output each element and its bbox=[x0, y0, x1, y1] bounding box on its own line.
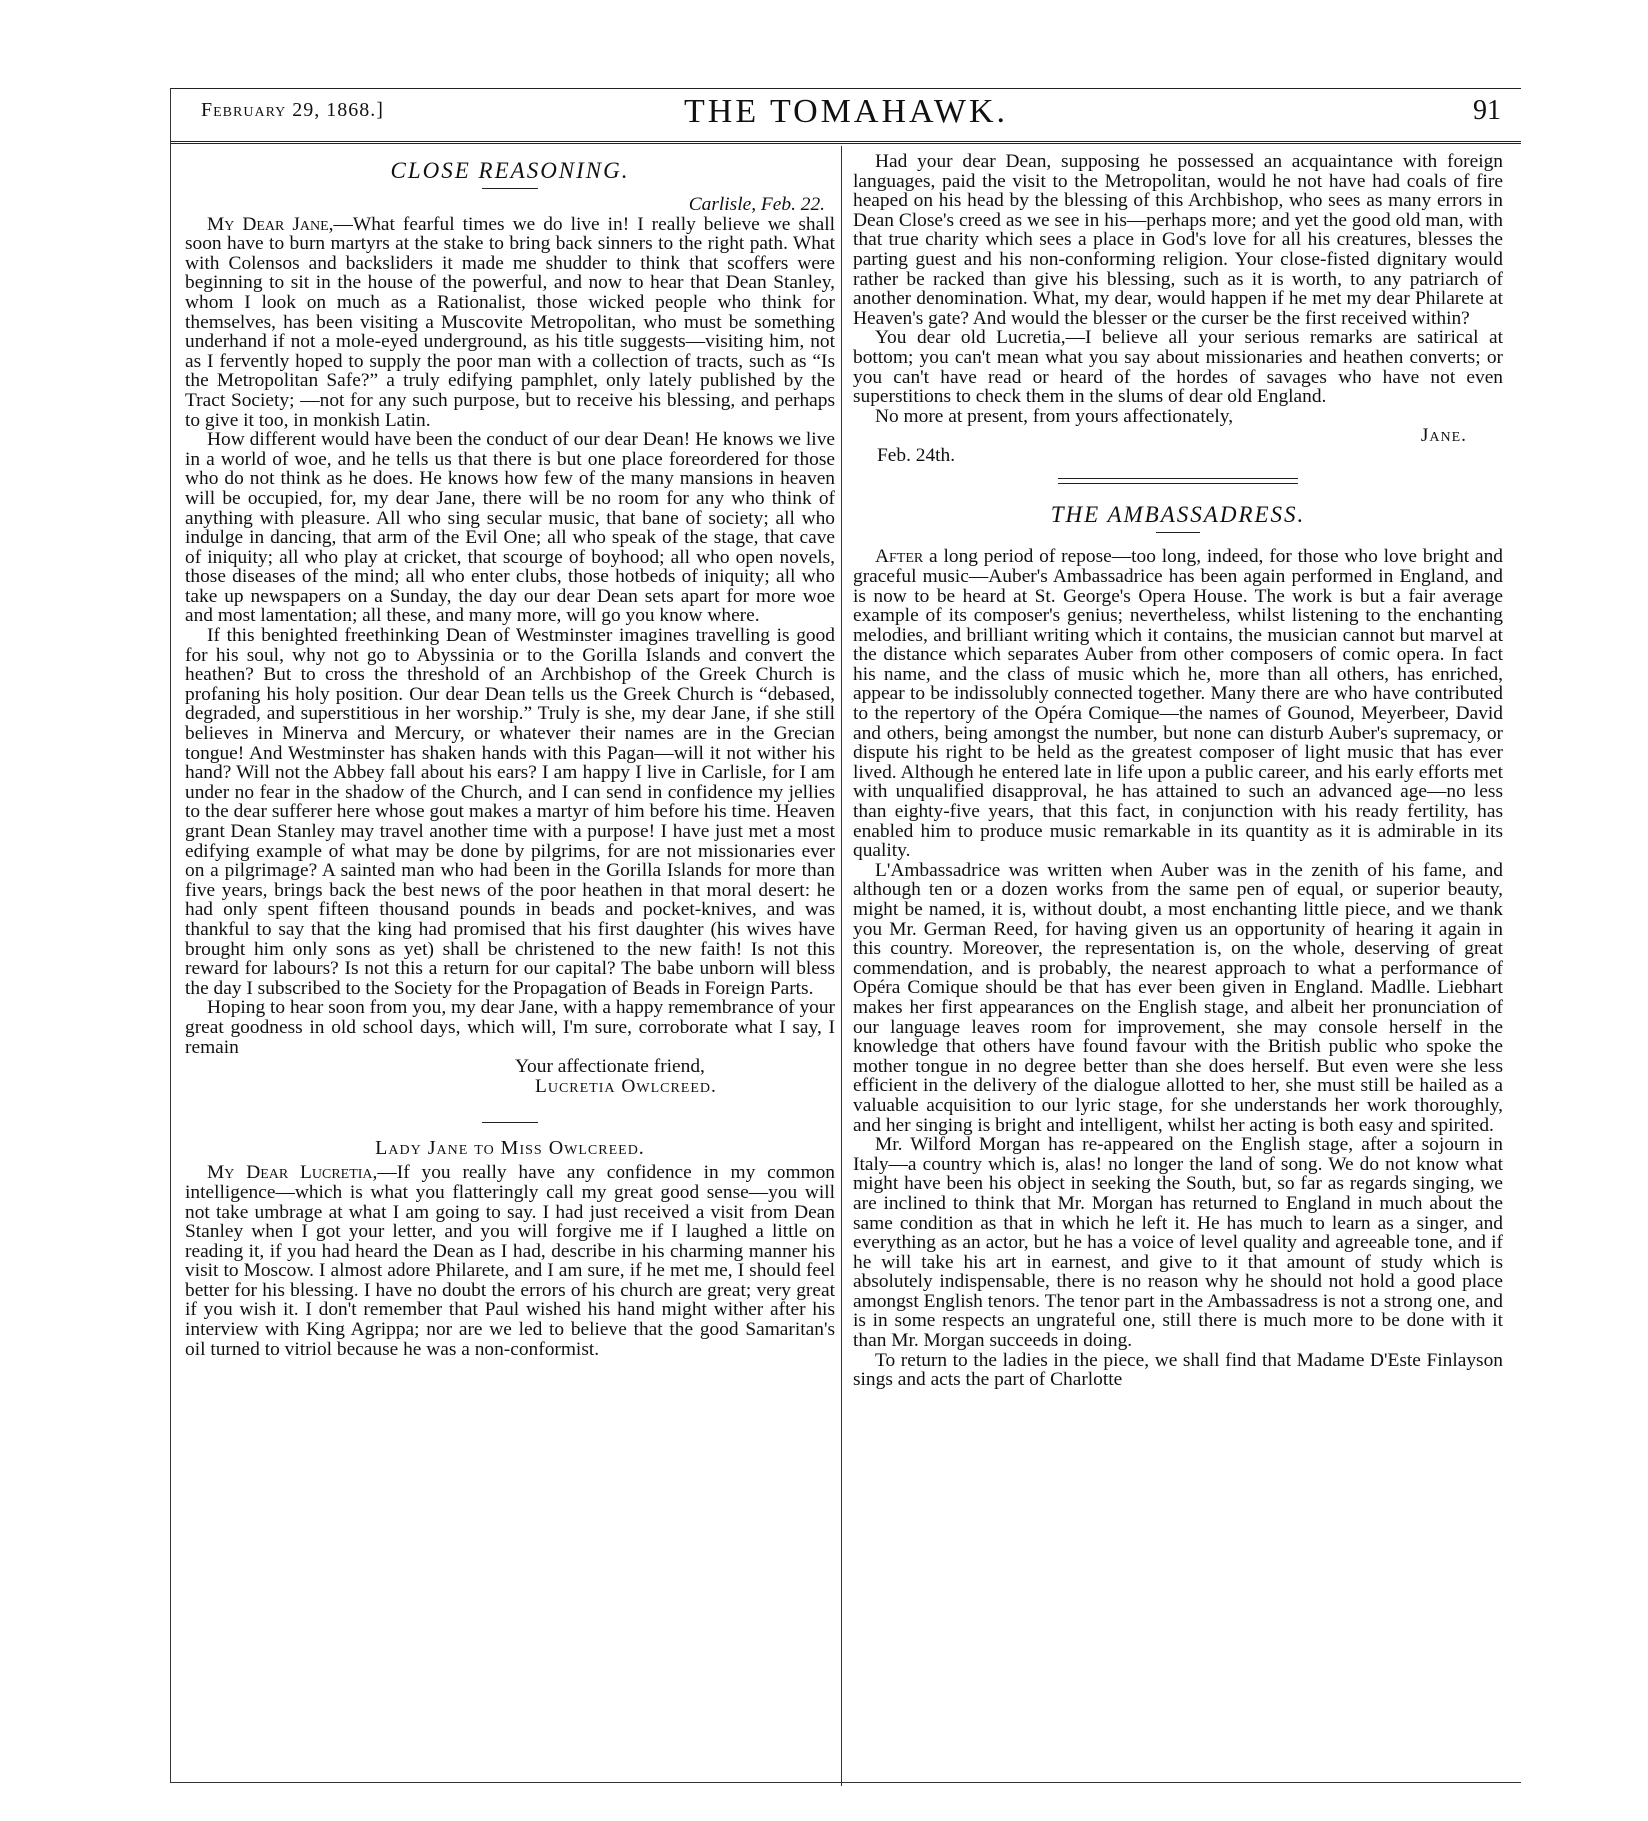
paragraph: If this benighted freethinking Dean of Westminster imagines travelling is good for his soul, why not go to Abyssinia or to the Gorilla Islands and convert the heathen? But to cross the threshold of an Archbishop of the Greek Church is profaning his holy position. Our dear Dean tells us the Greek Church is “debased, degraded, and superstitious in her worship.” Truly is she, my dear Jane, if she still believes in Minerva and Mercury, or whatever their names are in the Grecian tongue! And Westminster has shaken hands with this Pagan—will it not wither his hand? Will not the Abbey fall about his ears? I am happy I live in Carlisle, for I am under no fear in the shadow of the Church, and I can send in confidence my jellies to the dear sufferer here whose gout makes a martyr of him before his time. Heaven grant Dean Stanley may travel another time with a purpose! I have just met a most edifying example of what may be done by pilgrims, for are not missionaries ever on a pilgrimage? A sainted man who had been in the Gorilla Islands for more than five years, brings back the best news of the poor heathen in that moral desert: he had only spent fifteen thousand pounds in beads and pocket-knives, and was thankful to say that the king had promised that his first daughter (his wives have brought him only sons as yet) shall be christened to the new faith! Is not this reward for labours? Is not this a return for our capital? The babe unborn will bless the day I subscribed to the Society for the Propagation of Beads in Foreign Parts. bbox=[185, 625, 835, 999]
bottom-rule bbox=[171, 1782, 1521, 1783]
paragraph: To return to the ladies in the piece, we shall find that Madame D'Este Finlayson sings and acts the part of Charlotte bbox=[853, 1349, 1503, 1391]
paragraph: No more at present, from yours affectionately, bbox=[875, 405, 1234, 427]
masthead bbox=[171, 88, 1521, 144]
paragraph: How different would have been the conduct of our dear Dean! He knows we live in a world of woe, and he tells us that there is but one place foreordered for those who do not think as he does. He knows how few of the many mansions in heaven will be occupied, for, my dear Jane, there will be no room for any who think of anything with pleasure. All who sing secular music, that bane of society; all who indulge in dancing, that arm of the Evil One; all who speak of the stage, that cave of iniquity; all who play at cricket, that scourge of boyhood; all who open novels, those diseases of the mind; all who enter clubs, those hotbeds of iniquity; all who take up newspapers on a Sunday, the day our dear Dean sets apart for more woe and most lamentation; all these, and many more, will go you know where. bbox=[185, 429, 835, 627]
article-heading-close-reasoning: CLOSE REASONING. bbox=[390, 158, 630, 183]
paragraph: Hoping to hear soon from you, my dear Jane, with a happy remembrance of your great goodness in old school days, which will, I'm sure, corroborate what I say, I remain bbox=[185, 997, 835, 1058]
subheading: Lady Jane to Miss Owlcreed. bbox=[375, 1137, 645, 1160]
letter-signoff bbox=[853, 426, 1503, 466]
paragraph: My Dear Jane,—What fearful times we do live in! I really believe we shall soon have to burn martyrs at the stake to bring back sinners to the right path. What with Colensos and backsliders it made me shudder to think that scoffers were beginning to sit in the house of the powerful, and now to hear that Dean Stanley, whom I look on much as a Rationalist, those wicked people who think for themselves, has been visiting a Muscovite Metropolitan, who must be something underhand if not a mole-eyed underground, as his title suggests—visiting him, not as I fervently hoped to supply the poor man with a collection of tracts, such as “Is the Metropolitan Safe?” a truly edifying pamphlet, only lately published by the Tract Society; —not for any such purpose, but to receive his blessing, and perhaps to give it too, in monkish Latin. bbox=[185, 213, 835, 431]
opening-word: After bbox=[875, 546, 924, 568]
paragraph: My Dear Lucretia,—If you really have any confidence in my common intelligence—which is what you flatteringly call my great good sense—you will not take umbrage at what I am going to say. I had just received a visit from Dean Stanley when I got your letter, and you will forgive me if I laughed a little on reading it, if you had heard the Dean as I had, describe in his charming manner his visit to Moscow. I almost adore Philarete, and I am sure, if he met me, I should feel better for his blessing. I have no doubt the errors of his church are great; very great if you wish it. I don't remember that Paul wished his hand might wither after his interview with King Agrippa; nor are we led to believe that the good Samaritan's oil turned to vitriol because he was a non-conformist. bbox=[185, 1162, 835, 1360]
short-rule bbox=[1156, 532, 1200, 533]
short-rule bbox=[482, 188, 538, 189]
page-number: 91 bbox=[1473, 95, 1501, 126]
left-column bbox=[185, 152, 835, 1782]
column-divider bbox=[841, 146, 842, 1786]
issue-date: February 29, 1868.] bbox=[201, 99, 384, 121]
paragraph: Had your dear Dean, supposing he possessed an acquaintance with foreign languages, paid the visit to the Metropolitan, would he not have had coals of fire heaped on his head by the blessing of this Archbishop, who sees as many errors in Dean Close's creed as we see in his—perhaps more; and yet the good old man, with that true charity which sees a place in God's love for all his creatures, blesses the parting guest and his non-conforming religion. Your close-fisted dignitary would rather be racked than give his blessing, such as it is worth, to any patriarch of another denomination. What, my dear, would happen if he met my dear Philarete at Heaven's gate? And would the blesser or the curser be the first received within? bbox=[853, 152, 1503, 329]
paragraph: Mr. Wilford Morgan has re-appeared on the English stage, after a sojourn in Italy—a country which is, alas! no longer the land of song. We do not know what might have been his object in seeking the South, but, so far as regards singing, we are inclined to think that Mr. Morgan has returned to England in much about the same condition as that in which he left it. He has much to learn as a singer, and everything as an actor, but he has a voice of level quality and agreeable tone, and if he will take his art in earnest, and give to it that amount of study which is absolutely indispensable, there is no reason why he should not hold a good place amongst English tenors. The tenor part in the Ambassadress is not a strong one, and is in some respects an ungrateful one, still there is much more to be done with it than Mr. Morgan succeeds in doing. bbox=[853, 1134, 1503, 1352]
newspaper-page bbox=[170, 88, 1521, 1783]
article-heading-ambassadress: THE AMBASSADRESS. bbox=[1050, 502, 1306, 528]
salutation: My Dear Jane, bbox=[207, 213, 334, 235]
closing: Your affectionate friend, bbox=[515, 1056, 705, 1078]
right-column bbox=[853, 152, 1503, 1782]
paragraph: You dear old Lucretia,—I believe all your serious remarks are satirical at bottom; you can't mean what you say about missionaries and heathen converts; or you can't have read or heard of the hordes of savages who have not even superstitions to check them in the slums of dear old England. bbox=[853, 327, 1503, 408]
short-rule bbox=[482, 1122, 538, 1123]
signature: Lucretia Owlcreed. bbox=[535, 1075, 717, 1097]
dateline: Carlisle, Feb. 22. bbox=[688, 194, 825, 215]
paragraph: After a long period of repose—too long, indeed, for those who love bright and graceful music—Auber's Ambassadrice has been again performed in England, and is now to be heard at St. George's Opera House. The work is but a fair average example of its composer's genius; nevertheless, whilst listening to the enchanting melodies, and brilliant writing which it contains, the musician cannot but marvel at the distance which separates Auber from other composers of comic opera. In fact his name, and the class of music which he, more than all others, has enriched, appear to be indissolubly connected together. Many there are who have contributed to the repertory of the Opéra Comique—the names of Gounod, Meyerbeer, David and others, being amongst the number, but none can disturb Auber's supremacy, or dispute his right to be held as the greatest composer of light music that has ever lived. Although he entered late in life upon a public career, and his early efforts met with unqualified disapproval, he has attained to such an advanced age—no less than eighty-five years, that this fact, in conjunction with his ready fertility, has enabled him to produce music remarkable in its quantity as it is admirable in its quality. bbox=[853, 546, 1503, 862]
publication-title: THE TOMAHAWK. bbox=[684, 93, 1008, 130]
salutation: My Dear Lucretia, bbox=[207, 1162, 378, 1184]
letter-date: Feb. 24th. bbox=[877, 445, 956, 467]
paragraph: L'Ambassadrice was written when Auber was in the zenith of his fame, and although ten or a dozen works from the same pen of equal, or superior beauty, might be named, it is, without doubt, a most enchanting little piece, and we thank you Mr. German Reed, for having given us an opportunity of hearing it again in this country. Moreover, the representation is, on the whole, deserving of great commendation, and is probably, the nearest approach to what a performance of Opéra Comique should be that has ever been given in England. Madlle. Liebhart makes her first appearances on the English stage, and albeit her pronunciation of our language leaves room for improvement, she may console herself in the knowledge that others have found favour with the British public who spoke the mother tongue in no degree better than she does herself. But even were she less efficient in the delivery of the dialogue allotted to her, she must still be hailed as a valuable acquisition to our lyric stage, for she understands her work thoroughly, and her singing is bright and intelligent, whilst her acting is both easy and spirited. bbox=[853, 859, 1503, 1136]
section-rule bbox=[1058, 478, 1298, 484]
signature: Jane. bbox=[1420, 425, 1467, 447]
